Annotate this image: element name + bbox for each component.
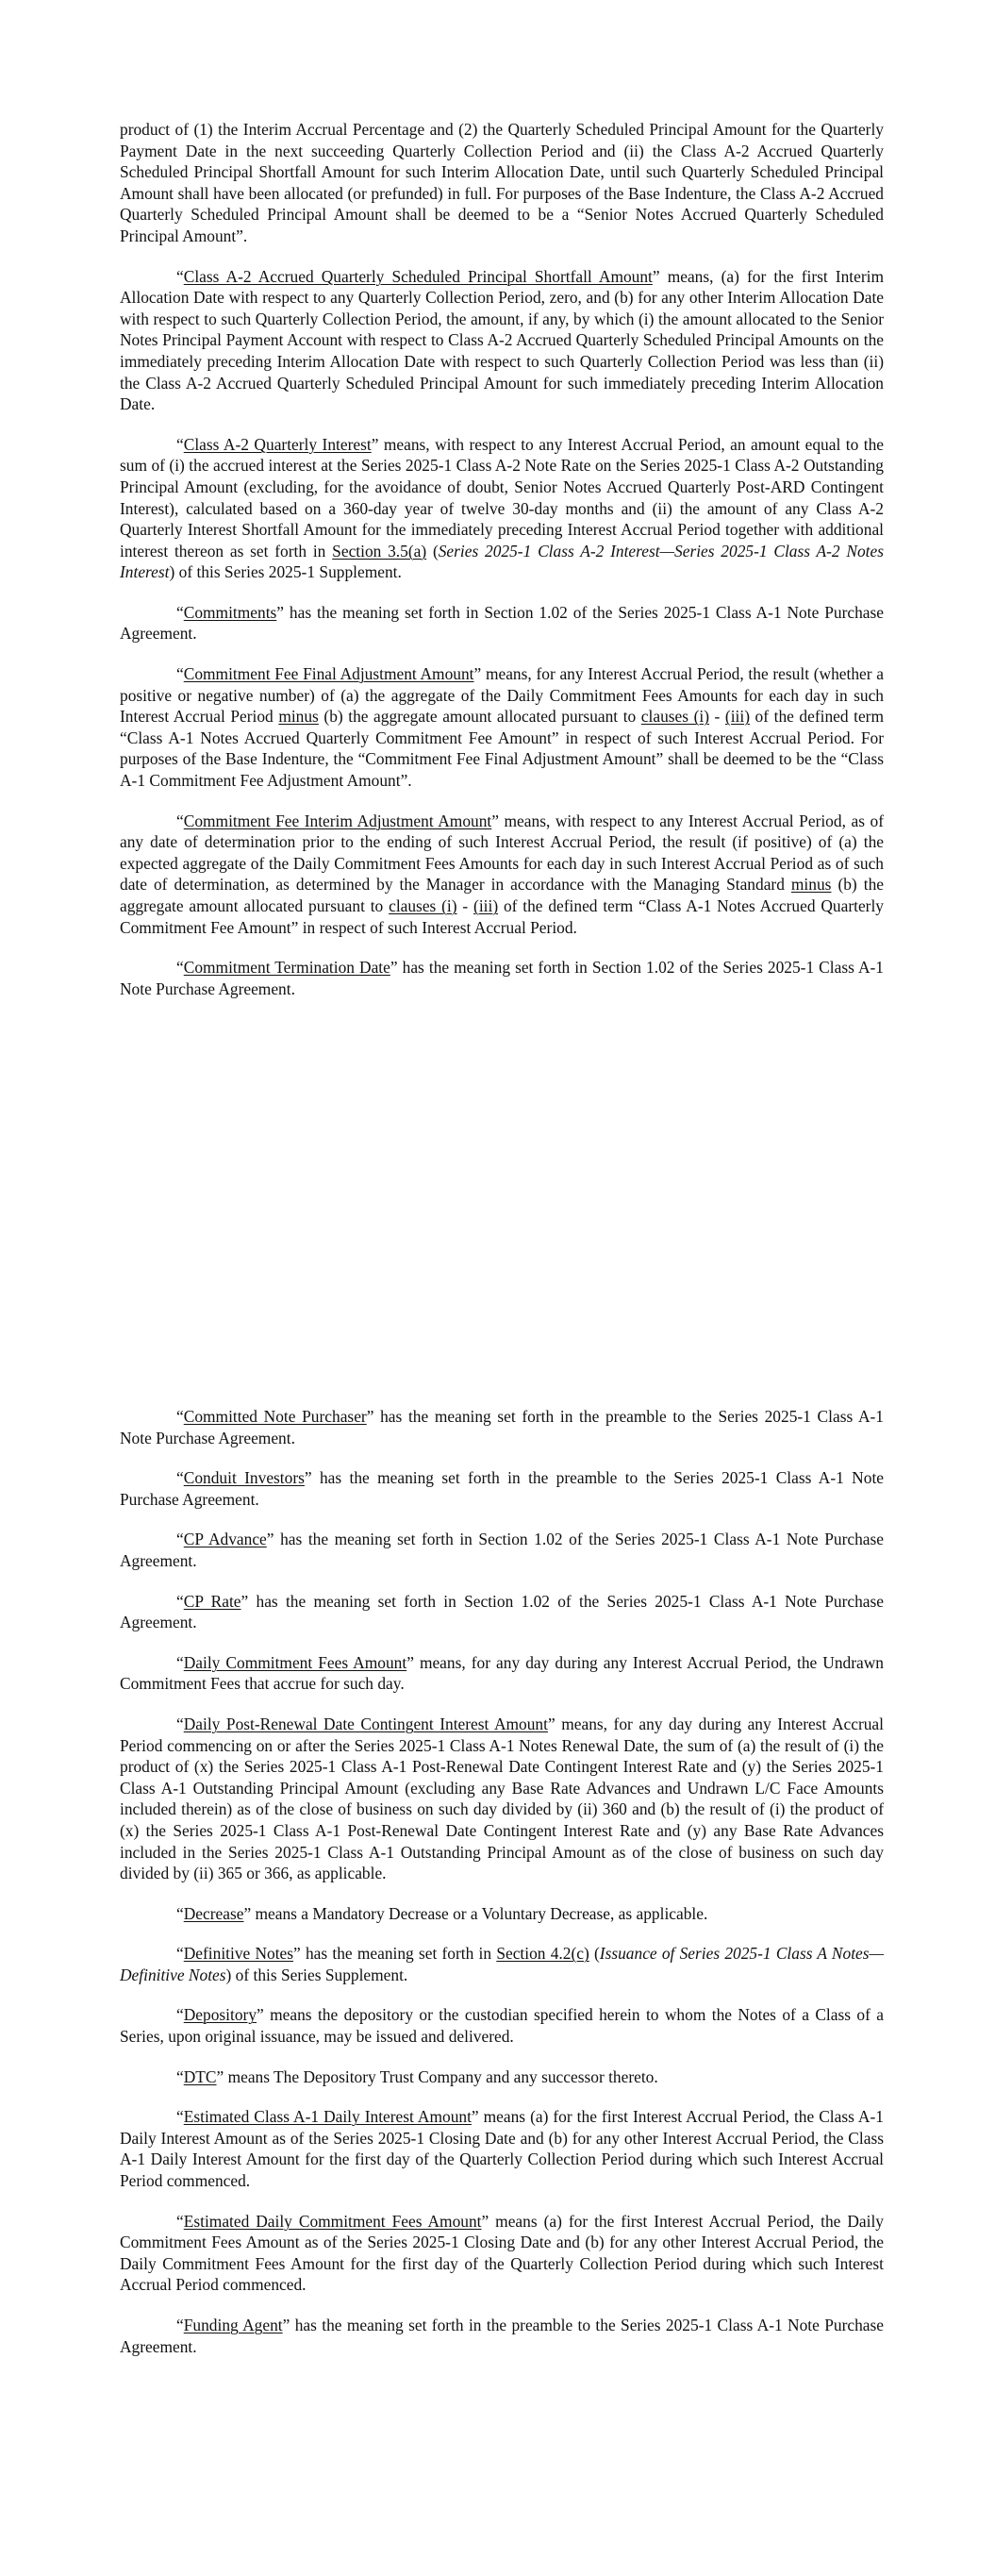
open-quote: “ [176, 2005, 184, 2025]
definition-body: ” has the meaning set forth in the preamble to the Series 2025-1 Class A-1 Note Purchase Agreement. [120, 1407, 884, 1447]
defined-term: Daily Post-Renewal Date Contingent Interest Amount [183, 1714, 548, 1733]
definition-body: ” has the meaning set forth in the preamble to the Series 2025-1 Class A-1 Note Purchase Agreement. [120, 1468, 884, 1509]
open-quote: “ [176, 1591, 184, 1611]
definition-body: (b) the aggregate amount allocated pursuant to [318, 707, 641, 727]
definition-body: (b) the aggregate amount allocated pursuant to [120, 875, 884, 915]
defined-term: Conduit Investors [183, 1468, 305, 1488]
defined-term: Depository [183, 2005, 257, 2025]
dash: - [709, 707, 725, 727]
definition-definitive-notes [120, 1943, 884, 1985]
page-2-text [120, 1406, 884, 2357]
definition-body: ” means, with respect to any Interest Accrual Period, an amount equal to the sum of (i) the accrued interest at the Series 2025-1 Class A-2 Note Rate on the Series 2025-1 Class A-2 Outstanding Principal Amount (excluding, for the avoidance of doubt, Senior Notes Accrued Quarterly Post-ARD Contingent Interest), calculated based on a 360-day year of twelve 30-day months and (ii) the amount of any Class A-2 Quarterly Interest Shortfall Amount for the immediately preceding Interest Accrual Period together with additional interest thereon as set forth in [120, 434, 885, 560]
section-reference: Section 3.5(a) [332, 541, 427, 560]
open-quote: “ [176, 602, 184, 622]
open-quote: “ [176, 1903, 184, 1923]
section-title: Series 2025-1 Class A-2 Interest—Series 2025-1 Class A-2 Notes Interest [120, 541, 884, 582]
open-quote: “ [176, 434, 184, 454]
definition-committed-note-purchaser [120, 1406, 884, 1448]
definition-tail: ) of this Series Supplement. [225, 1965, 408, 1984]
open-quote: “ [176, 1944, 184, 1964]
definition-decrease [120, 1903, 884, 1925]
minus-term: minus [278, 707, 319, 727]
definition-body: ” has the meaning set forth in Section 1.02 of the Series 2025-1 Class A-1 Note Purchase Agreement. [120, 602, 884, 644]
definition-body: ” has the meaning set forth in [293, 1944, 497, 1964]
definition-body: of the defined term “Class A-1 Notes Accrued Quarterly Commitment Fee Amount” in respect of such Interest Accrual Period. [120, 896, 884, 937]
definition-body: ” has the meaning set forth in the preamble to the Series 2025-1 Class A-1 Note Purchase Agreement. [120, 2316, 884, 2356]
definition-class-a2-quarterly-interest [120, 434, 884, 583]
open-quote: “ [176, 2211, 184, 2231]
definition-body: ” means, for any Interest Accrual Period, the result (whether a positive or negative number) of (a) the aggregate of the Daily Commitment Fees Amounts for each day in such Interest Accrual Period [120, 664, 884, 727]
defined-term: CP Advance [183, 1530, 267, 1549]
defined-term: Daily Commitment Fees Amount [183, 1652, 407, 1672]
defined-term: Commitment Fee Final Adjustment Amount [183, 664, 474, 684]
definition-daily-post-renewal-interest [120, 1714, 884, 1884]
open-quote: “ [176, 1530, 184, 1549]
open-quote: “ [176, 266, 184, 286]
open-quote: “ [176, 1468, 184, 1488]
definition-body: ” has the meaning set forth in Section 1.02 of the Series 2025-1 Class A-1 Note Purchase Agreement. [120, 1530, 884, 1570]
open-quote: “ [176, 2107, 184, 2127]
open-quote: “ [176, 1407, 184, 1426]
defined-term: Definitive Notes [183, 1944, 294, 1964]
open-quote: “ [176, 664, 184, 684]
definition-estimated-daily-commitment-fees [120, 2211, 884, 2296]
dash: - [456, 896, 474, 915]
definition-body: ” means, with respect to any Interest Accrual Period, as of any date of determination prior to the ending of such Interest Accrual Period, the result (if positive) of (a) the expected aggregate of the Daily Commitment Fees Amounts for each day in such Interest Accrual Period as of such date of determination, as determined by the Manager in accordance with the Managing Standard [120, 811, 884, 895]
clause-reference: clauses (i) [389, 896, 457, 915]
open-quote: “ [176, 1714, 184, 1733]
section-title: Issuance of Series 2025-1 Class A Notes—Definitive Notes [120, 1944, 885, 1984]
definition-body: ” means, (a) for the first Interim Allocation Date with respect to any Quarterly Collection Period, zero, and (b) for any other Interim Allocation Date with respect to such Quarterly Collection Period, the amount, if any, by which (i) the amount allocated to the Senior Notes Principal Payment Account with respect to Class A-2 Accrued Quarterly Scheduled Principal Amounts on the immediately preceding Interim Allocation Date with respect to such Quarterly Collection Period was less than (ii) the Class A-2 Accrued Quarterly Scheduled Principal Amount for such immediately preceding Interim Allocation Date. [120, 266, 884, 414]
definition-commitment-fee-interim-adjustment [120, 811, 884, 939]
clause-reference: (iii) [473, 896, 499, 915]
definition-body: ” means The Depository Trust Company and any successor thereto. [216, 2066, 658, 2086]
defined-term: CP Rate [183, 1591, 241, 1611]
definition-dtc [120, 2066, 884, 2088]
defined-term: Committed Note Purchaser [183, 1407, 367, 1426]
defined-term: Estimated Daily Commitment Fees Amount [183, 2211, 482, 2231]
definition-daily-commitment-fees-amount [120, 1652, 884, 1695]
definition-body: ” means a Mandatory Decrease or a Voluntary Decrease, as applicable. [243, 1903, 708, 1923]
definition-estimated-class-a1-daily-interest [120, 2106, 884, 2191]
continuation-text: product of (1) the Interim Accrual Percentage and (2) the Quarterly Scheduled Principal Amount for the Quarterly Payment Date in the next succeeding Quarterly Collection Period and (ii) the Class A-2 Accrued Quarterly Scheduled Principal Shortfall Amount for such Interim Allocation Date, until such Quarterly Scheduled Principal Amount shall have been allocated (or prefunded) in full. For purposes of the Base Indenture, the Class A-2 Accrued Quarterly Scheduled Principal Amount shall be deemed to be a “Senior Notes Accrued Quarterly Scheduled Principal Amount”. [120, 120, 884, 245]
defined-term: Estimated Class A-1 Daily Interest Amount [183, 2107, 472, 2127]
definition-funding-agent [120, 2315, 884, 2357]
defined-term: Class A-2 Quarterly Interest [183, 434, 372, 454]
defined-term: Commitment Fee Interim Adjustment Amount [183, 811, 492, 830]
defined-term: Class A-2 Accrued Quarterly Scheduled Principal Shortfall Amount [183, 266, 653, 286]
clause-reference: (iii) [724, 707, 750, 727]
definition-cp-rate [120, 1591, 884, 1633]
definition-commitments [120, 602, 884, 644]
definition-body: ” means (a) for the first Interest Accrual Period, the Daily Commitment Fees Amount as of the Series 2025-1 Closing Date and (b) for any other Interest Accrual Period, the Daily Commitment Fees Amount for the first day of the Quarterly Collection Period during which such Interest Accrual Period commenced. [120, 2211, 884, 2295]
open-quote: “ [176, 2066, 184, 2086]
definition-body: ” has the meaning set forth in Section 1.02 of the Series 2025-1 Class A-1 Note Purchase Agreement. [120, 958, 884, 998]
definition-tail: ) of this Series 2025-1 Supplement. [169, 562, 402, 582]
definition-body: of the defined term “Class A-1 Notes Accrued Quarterly Commitment Fee Amount” in respect of such Interest Accrual Period. For purposes of the Base Indenture, the “Commitment Fee Final Adjustment Amount” shall be deemed to be the “Class A-1 Commitment Fee Adjustment Amount”. [120, 707, 884, 791]
section-reference: Section 4.2(c) [496, 1944, 589, 1964]
defined-term: Commitments [183, 602, 277, 622]
minus-term: minus [790, 875, 832, 895]
definition-body: ” means (a) for the first Interest Accrual Period, the Class A-1 Daily Interest Amount as of the Series 2025-1 Closing Date and (b) for any other Interest Accrual Period, the Class A-1 Daily Interest Amount for the first day of the Quarterly Collection Period during which such Interest Accrual Period commenced. [120, 2107, 884, 2191]
definition-commitment-fee-final-adjustment [120, 663, 884, 792]
definition-cp-advance [120, 1529, 884, 1571]
open-quote: “ [176, 2316, 184, 2334]
definition-commitment-termination-date [120, 957, 884, 999]
definition-body: ” means, for any day during any Interest Accrual Period commencing on or after the Series 2025-1 Class A-1 Notes Renewal Date, the sum of (a) the result of (i) the product of (x) the Series 2025-1 Class A-1 Post-Renewal Date Contingent Interest Rate and (y) the Series 2025-1 Class A-1 Outstanding Principal Amount (excluding any Base Rate Advances and Undrawn L/C Face Amounts included therein) as of the close of business on such day divided by (ii) 360 and (b) the result of (i) the product of (x) the Series 2025-1 Class A-1 Post-Renewal Date Contingent Interest Rate and (y) any Base Rate Advances included in the Series 2025-1 Class A-1 Outstanding Principal Amount as of the close of business on such day divided by (ii) 365 or 366, as applicable. [120, 1714, 884, 1883]
open-quote: “ [176, 811, 184, 830]
paren: ( [589, 1944, 600, 1964]
definition-conduit-investors [120, 1467, 884, 1510]
defined-term: Decrease [183, 1903, 244, 1923]
defined-term: Commitment Termination Date [183, 958, 390, 978]
definition-body: ” means the depository or the custodian specified herein to whom the Notes of a Class of a Series, upon original issuance, may be issued and delivered. [120, 2005, 884, 2047]
continuation-paragraph [120, 119, 884, 247]
clause-reference: clauses (i) [640, 707, 709, 727]
definition-class-a2-shortfall [120, 266, 884, 415]
definition-body: ” means, for any day during any Interest Accrual Period, the Undrawn Commitment Fees that accrue for such day. [120, 1652, 884, 1694]
defined-term: Funding Agent [183, 2316, 283, 2334]
defined-term: DTC [183, 2066, 217, 2086]
open-quote: “ [176, 958, 184, 978]
definition-depository [120, 2004, 884, 2047]
page-1-text [120, 119, 884, 999]
paren: ( [426, 541, 439, 560]
definition-body: ” has the meaning set forth in Section 1.02 of the Series 2025-1 Class A-1 Note Purchase Agreement. [120, 1591, 885, 1632]
open-quote: “ [176, 1652, 184, 1672]
